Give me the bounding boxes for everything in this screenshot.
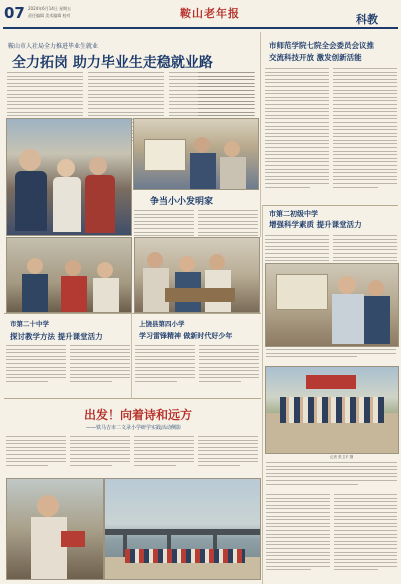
- article-subtitle: 增强科学素质 提升课堂活力: [269, 220, 362, 229]
- article-title: 学习雷锋精神 做新时代好少年: [139, 331, 233, 340]
- article-science-association: [263, 32, 398, 202]
- article-title: 争当小小发明家: [150, 197, 214, 207]
- article-kicker: 市第二十中学: [10, 320, 49, 328]
- article-body: [265, 68, 329, 203]
- date-line: 2024年6月14日 星期五: [28, 6, 72, 11]
- article-title: 市第二初级中学: [269, 209, 318, 218]
- header-rule: [3, 27, 398, 29]
- masthead: 鞍山老年报: [180, 7, 240, 20]
- photo-group: [265, 366, 399, 454]
- article-lei-feng: [133, 315, 261, 395]
- photo-caption: [266, 349, 396, 363]
- photo-student-reading: [6, 478, 104, 580]
- section-label: 科教: [356, 13, 378, 26]
- article-body: [70, 436, 130, 474]
- article-title: 探讨教学方法 提升课堂活力: [10, 332, 103, 341]
- page-number: 07: [4, 4, 25, 22]
- article-title: 出发！向着诗和远方: [84, 408, 193, 422]
- article-kicker: 上饶县第四小学: [139, 320, 185, 328]
- photo-classroom: [6, 237, 132, 313]
- article-title: 市师范学院七院全会委员会议推: [269, 41, 374, 50]
- photo-hands-activity: [265, 263, 399, 347]
- article-title: 全力拓岗 助力毕业生走稳就业路: [12, 55, 213, 71]
- article-body: [266, 462, 397, 490]
- article-body: [6, 345, 66, 393]
- article-body: [199, 345, 259, 393]
- article-body: [198, 436, 258, 474]
- page-header: [0, 0, 401, 30]
- article-body: [134, 436, 194, 474]
- article-body: [333, 68, 397, 203]
- article-body: [6, 436, 66, 474]
- photo-children-building: [134, 237, 260, 313]
- photo-caption: 记者 张卫平 摄: [330, 455, 354, 459]
- article-school-20: [4, 315, 131, 395]
- article-body: [266, 494, 330, 580]
- article-body: [70, 345, 130, 393]
- photo-exhibit: [133, 118, 259, 190]
- photo-bridge-river: [104, 478, 261, 580]
- article-body: [334, 494, 397, 580]
- article-kicker: 鞍山市人社局全力推进毕业生就业: [8, 43, 99, 50]
- article-subtitle: ——铁马吉市二文录小学研学实践活动侧影: [86, 425, 182, 431]
- article-body: [135, 345, 195, 393]
- photo-teacher-students: [6, 118, 132, 236]
- article-subtitle: 交流科技开放 激发创新活能: [269, 53, 362, 62]
- edition-line: 责任编辑 美术编辑 校对: [28, 13, 71, 18]
